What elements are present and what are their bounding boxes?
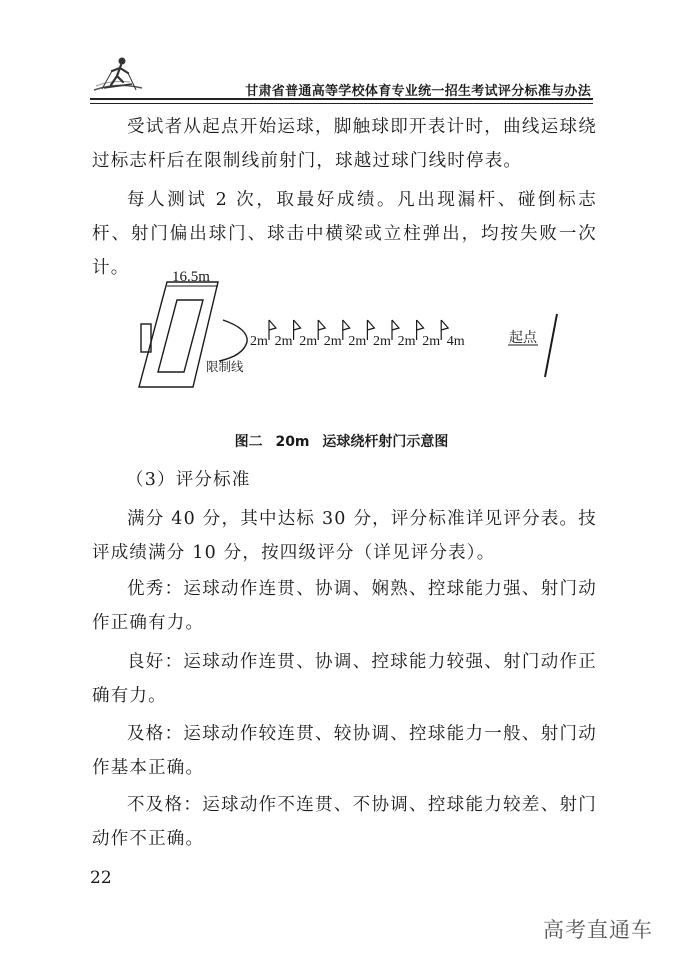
restriction-arc	[219, 320, 247, 361]
skier-logo-icon	[90, 52, 146, 96]
spacing-label: 2m	[323, 334, 342, 349]
dribble-course-diagram	[125, 262, 575, 417]
spacing-labels	[250, 334, 465, 349]
grade-pass: 及格：运球动作较连贯、较协调、控球能力一般、射门动作基本正确。	[92, 724, 597, 778]
spacing-label: 2m	[348, 334, 367, 349]
spacing-label: 2m	[274, 334, 293, 349]
spacing-label: 2m	[250, 334, 268, 349]
header-rule-thin	[90, 103, 593, 104]
start-label: 起点	[509, 331, 537, 346]
grade-fail: 不及格：运球动作不连贯、不协调、控球能力较差、射门动作不正确。	[92, 795, 597, 849]
header-title: 甘肃省普通高等学校体育专业统一招生考试评分标准与办法	[245, 84, 591, 99]
spacing-label: 2m	[373, 334, 391, 349]
watermark: 高考直通车	[543, 918, 653, 942]
restriction-line-label: 限制线	[206, 360, 244, 374]
header-rule	[90, 98, 593, 100]
spacing-label: 2m	[422, 334, 441, 349]
procedure-paragraph: 受试者从起点开始运球，脚触球即开表计时，曲线运球绕过标志杆后在限制线前射门，球越过球门线时停表。	[92, 117, 597, 171]
spacing-label: 4m	[446, 334, 465, 349]
start-line	[545, 314, 557, 377]
page-number: 22	[90, 868, 112, 888]
scoring-paragraph: 满分 40 分，其中达标 30 分，评分标准详见评分表。技评成绩满分 10 分，按四级评分（详见评分表）。	[92, 509, 597, 563]
figure-caption: 图二 20m 运球绕杆射门示意图	[234, 434, 449, 450]
attempts-paragraph: 每人测试 2 次，取最好成绩。凡出现漏杆、碰倒标志杆、射门偏出球门、球击中横梁或立柱弹出，均按失败一次计。	[92, 190, 597, 278]
grade-good: 良好：运球动作连贯、协调、控球能力较强、射门动作正确有力。	[92, 652, 597, 706]
grade-excellent: 优秀：运球动作连贯、协调、娴熟、控球能力强、射门动作正确有力。	[92, 579, 597, 633]
section-heading: （3）评分标准	[126, 470, 251, 490]
spacing-label: 2m	[397, 334, 416, 349]
width-label: 16.5m	[172, 269, 210, 285]
spacing-label: 2m	[299, 334, 318, 349]
